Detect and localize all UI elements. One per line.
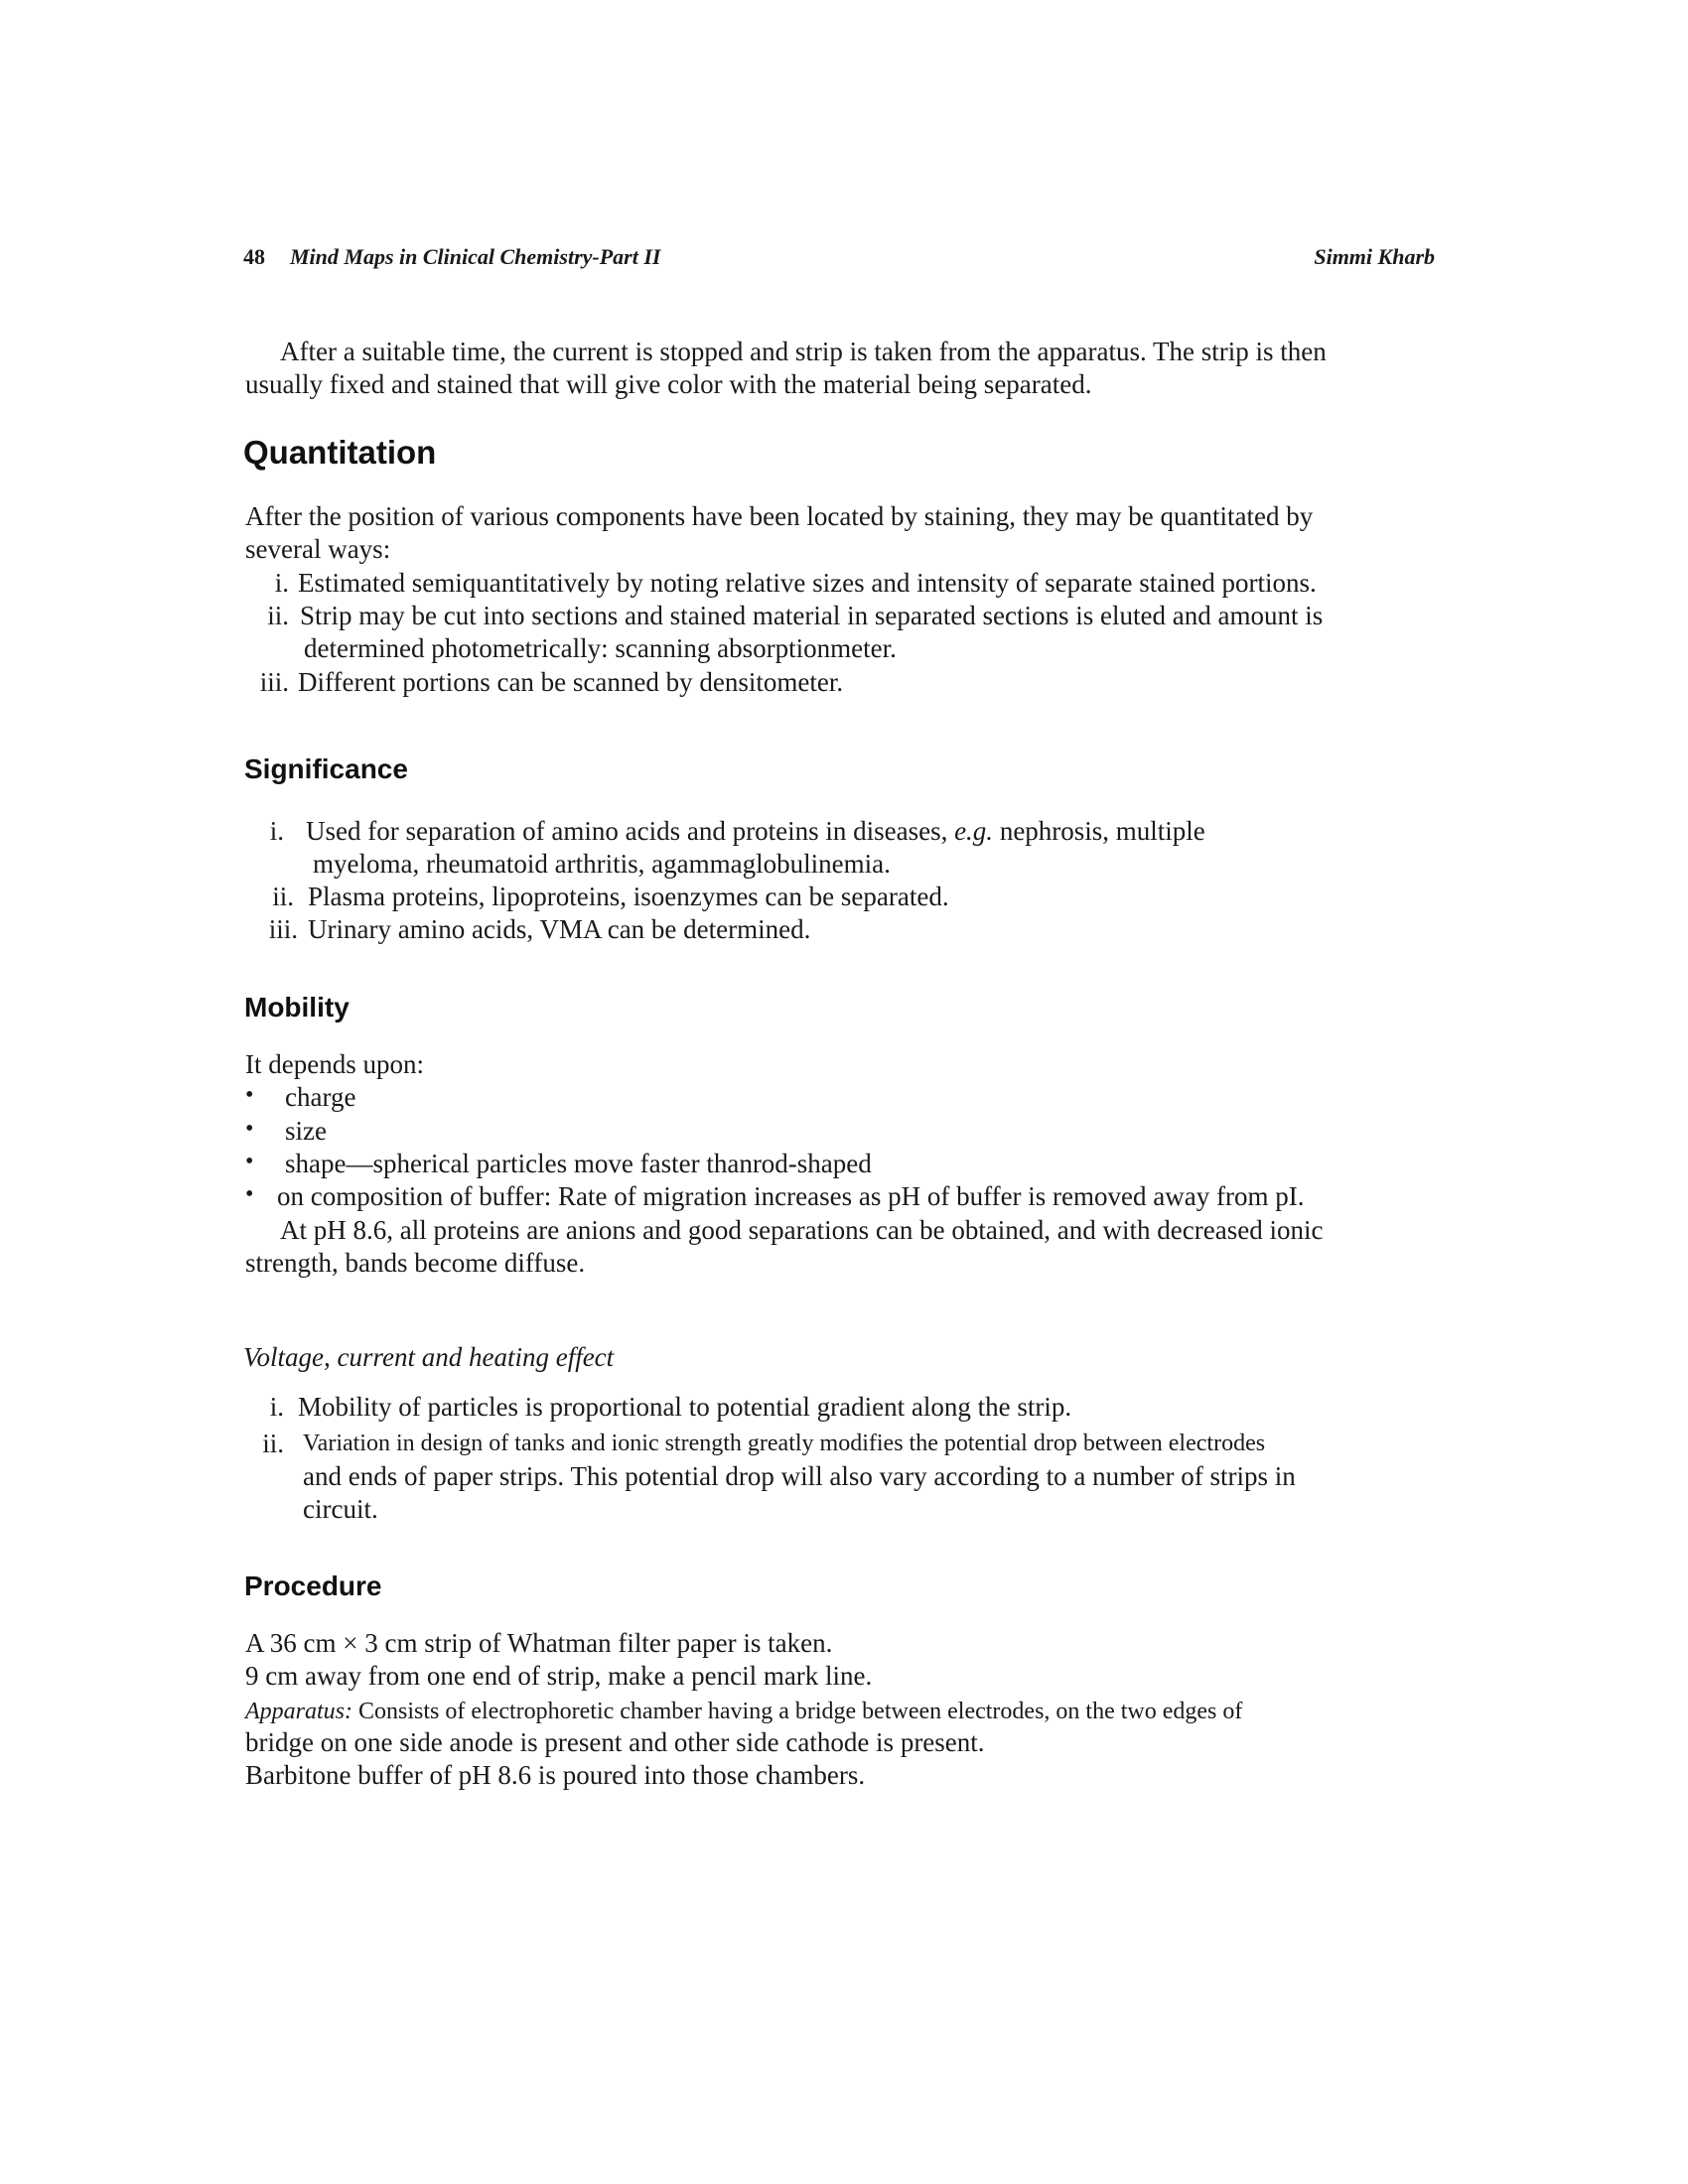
list-number: ii. [262,1429,284,1458]
list-item-continuation: determined photometrically: scanning absorptionmeter. [304,633,897,663]
bullet-icon: • [245,1116,254,1142]
running-header [243,244,1435,274]
bullet-item: charge [285,1082,356,1112]
bullet-icon: • [245,1082,254,1108]
bullet-icon: • [245,1181,254,1207]
list-item: Different portions can be scanned by densitometer. [298,667,844,697]
section-heading-mobility: Mobility [244,992,350,1023]
page-number: 48 [243,244,265,269]
procedure-apparatus: Apparatus: Consists of electrophoretic chamber having a bridge between electrodes, on the two edges of [245,1699,1243,1724]
quantitation-lead-2: several ways: [245,534,391,564]
list-number: i. [274,568,289,598]
procedure-line-2: 9 cm away from one end of strip, make a pencil mark line. [245,1661,873,1691]
mobility-paragraph-2: strength, bands become diffuse. [245,1248,586,1278]
procedure-line-1: A 36 cm × 3 cm strip of Whatman filter paper is taken. [245,1628,833,1658]
list-number: iii. [268,914,298,944]
procedure-line-5: Barbitone buffer of pH 8.6 is poured into those chambers. [245,1760,866,1790]
list-item: Urinary amino acids, VMA can be determined. [308,914,811,944]
list-item-continuation: and ends of paper strips. This potential drop will also vary according to a number of strips in [303,1461,1296,1491]
book-title: Mind Maps in Clinical Chemistry-Part II [290,244,661,269]
list-number: ii. [272,882,294,911]
list-number: i. [269,1392,284,1422]
list-number: ii. [267,601,289,630]
section-heading-quantitation: Quantitation [243,434,437,471]
subheading-voltage: Voltage, current and heating effect [243,1342,615,1372]
bullet-item: shape—spherical particles move faster thanrod-shaped [285,1149,872,1178]
list-item: Variation in design of tanks and ionic strength greatly modifies the potential drop between electrodes [303,1431,1266,1456]
section-heading-procedure: Procedure [244,1570,382,1601]
section-heading-significance: Significance [244,753,408,784]
list-item-continuation: myeloma, rheumatoid arthritis, agammaglobulinemia. [313,849,891,879]
intro-line-2: usually fixed and stained that will give color with the material being separated. [245,369,1092,399]
mobility-paragraph-1: At pH 8.6, all proteins are anions and good separations can be obtained, and with decreased ionic [280,1215,1324,1245]
list-item: Used for separation of amino acids and proteins in diseases, e.g. nephrosis, multiple [306,816,1205,846]
mobility-lead: It depends upon: [245,1049,424,1079]
intro-line-1: After a suitable time, the current is stopped and strip is taken from the apparatus. The strip is then [280,337,1327,366]
bullet-item: size [285,1116,327,1146]
list-item: Estimated semiquantitatively by noting relative sizes and intensity of separate stained portions. [298,568,1317,598]
procedure-line-4: bridge on one side anode is present and other side cathode is present. [245,1727,985,1757]
list-number: i. [269,816,284,846]
bullet-icon: • [245,1149,254,1174]
list-item-continuation: circuit. [303,1494,378,1524]
list-item: Strip may be cut into sections and stained material in separated sections is eluted and amount is [300,601,1324,630]
list-item: Mobility of particles is proportional to potential gradient along the strip. [298,1392,1072,1422]
list-number: iii. [259,667,289,697]
author-name: Simmi Kharb [1314,244,1435,269]
list-item: Plasma proteins, lipoproteins, isoenzymes can be separated. [308,882,949,911]
bullet-item: on composition of buffer: Rate of migration increases as pH of buffer is removed away from pI. [277,1181,1305,1211]
quantitation-lead-1: After the position of various components have been located by staining, they may be quantitated by [245,501,1314,531]
